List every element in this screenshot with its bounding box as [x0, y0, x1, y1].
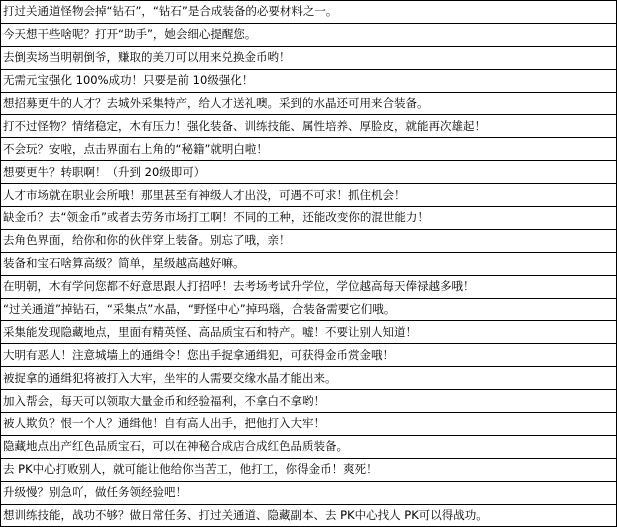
tip-cell: 采集能发现隐藏地点，里面有精英怪、高品质宝石和特产。嘘！不要让别人知道！ — [1, 321, 617, 344]
tip-cell: 去倒卖场当明朝倒爷，赚取的美刀可以用来兑换金币哟！ — [1, 46, 617, 69]
tip-cell: 去角色界面，给你和你的伙伴穿上装备。别忘了哦，亲！ — [1, 229, 617, 252]
tip-cell: 被捉拿的通缉犯将被打入大牢，坐牢的人需要交缘水晶才能出来。 — [1, 367, 617, 390]
table-row — [1, 207, 617, 230]
table-row — [1, 229, 617, 252]
tip-cell: 想要更牛？转职啊！（升到 20级即可） — [1, 161, 617, 184]
tip-cell: 升级慢？别急吖，做任务领经验吧！ — [1, 481, 617, 504]
table-row — [1, 390, 617, 413]
table-row — [1, 481, 617, 504]
tip-cell: 缺金币？去“领金币”或者去劳务市场打工啊！不同的工种，还能改变你的混世能力！ — [1, 207, 617, 230]
tip-cell: 打过关通道怪物会掉“钻石”，“钻石”是合成装备的必要材料之一。 — [1, 1, 617, 24]
tip-cell: 被人欺负？恨一个人？通缉他！自有高人出手，把他打入大牢！ — [1, 413, 617, 436]
table-row — [1, 92, 617, 115]
tip-cell: 想训练技能，战功不够？做日常任务、打过关通道、隐藏副本、去 PK中心找人 PK可以得战功。 — [1, 504, 617, 527]
tip-cell: 人才市场就在职业会所哦！那里甚至有神级人才出没，可遇不可求！抓住机会！ — [1, 184, 617, 207]
tip-cell: 在明朝，木有学问您都不好意思跟人打招呼！去考场考试升学位，学位越高每天俸禄越多哦！ — [1, 275, 617, 298]
tip-cell: 加入帮会，每天可以领取大量金币和经验福利，不拿白不拿哟！ — [1, 390, 617, 413]
table-row — [1, 344, 617, 367]
tip-cell: 无需元宝强化 100%成功！只要是前 10级强化！ — [1, 69, 617, 92]
table-row — [1, 504, 617, 527]
table-row — [1, 367, 617, 390]
table-row — [1, 1, 617, 24]
table-row — [1, 321, 617, 344]
tip-cell: 不会玩？安啦，点击界面右上角的“秘籍”就明白啦！ — [1, 138, 617, 161]
table-row — [1, 184, 617, 207]
tip-cell: 装备和宝石啥算高级？简单，星级越高越好嘛。 — [1, 252, 617, 275]
tip-cell: 今天想干些啥呢？打开“助手”，她会细心提醒您。 — [1, 23, 617, 46]
tip-cell: 隐藏地点出产红色品质宝石，可以在神秘合成店合成红色品质装备。 — [1, 435, 617, 458]
table-row — [1, 252, 617, 275]
table-row — [1, 298, 617, 321]
table-row — [1, 275, 617, 298]
tip-cell: 去 PK中心打败别人，就可能让他给你当苦工，他打工，你得金币！爽死！ — [1, 458, 617, 481]
table-row — [1, 46, 617, 69]
tip-cell: 想招募更牛的人才？去城外采集特产，给人才送礼噢。采到的水晶还可用来合装备。 — [1, 92, 617, 115]
table-row — [1, 435, 617, 458]
tip-cell: 打不过怪物？情绪稳定，木有压力！强化装备、训练技能、属性培养、厚脸皮，就能再次雄起！ — [1, 115, 617, 138]
table-row — [1, 458, 617, 481]
tip-cell: “过关通道”掉钻石，“采集点”水晶，“野怪中心”掉玛瑙，合装备需要它们哦。 — [1, 298, 617, 321]
table-row — [1, 69, 617, 92]
table-row — [1, 161, 617, 184]
table-row — [1, 413, 617, 436]
tip-cell: 大明有恶人！注意城墙上的通缉令！您出手捉拿通缉犯，可获得金币赏金哦！ — [1, 344, 617, 367]
table-row — [1, 115, 617, 138]
tips-table-body — [1, 1, 617, 527]
table-row — [1, 23, 617, 46]
table-row — [1, 138, 617, 161]
